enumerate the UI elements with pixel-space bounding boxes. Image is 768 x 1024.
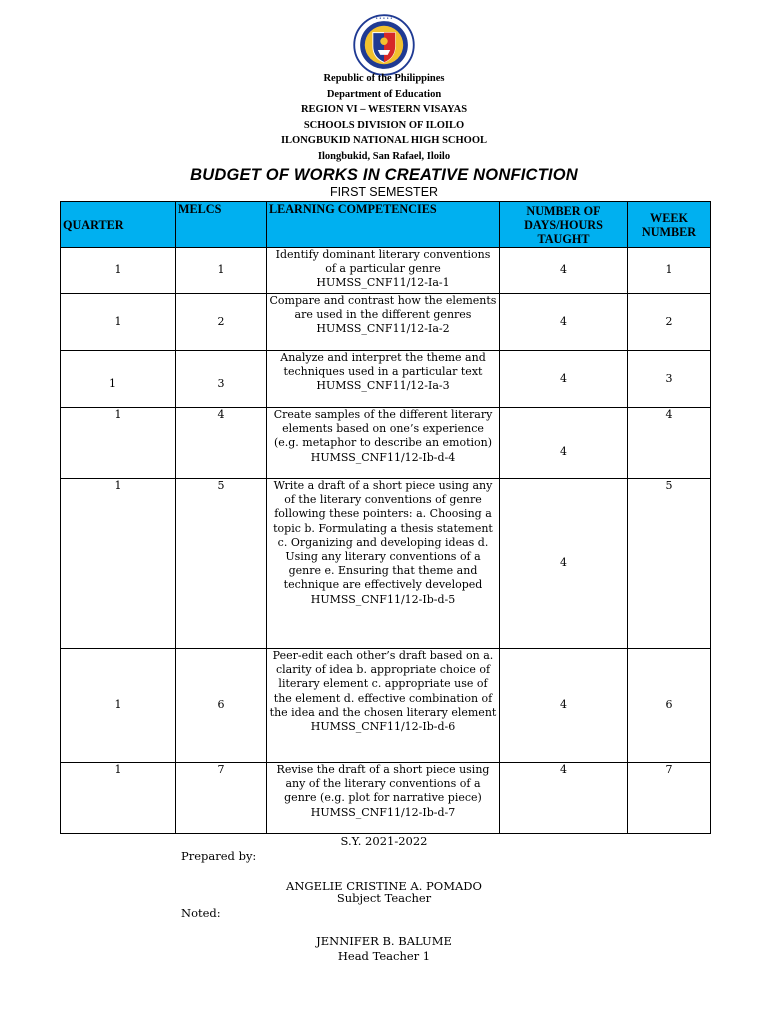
noted-label: Noted: bbox=[181, 906, 221, 920]
cell-melcs: 6 bbox=[176, 649, 267, 763]
cell-week: 7 bbox=[628, 763, 711, 834]
cell-melcs: 7 bbox=[176, 763, 267, 834]
table-row bbox=[61, 479, 711, 649]
cell-week: 5 bbox=[628, 479, 711, 649]
table-row bbox=[61, 763, 711, 834]
table-row bbox=[61, 351, 711, 408]
cell-quarter: 1 bbox=[61, 763, 176, 834]
cell-competency: Compare and contrast how the elements are used in the different genres HUMSS_CNF11/12-Ia-2 bbox=[267, 294, 500, 351]
cell-competency: Write a draft of a short piece using any of the literary conventions of genre following these pointers: a. Choosing a topic b. Formulating a thesis statement c. Organizing and developing ideas d. Using any literary conventions of a genre e. Ensuring that theme and technique are effectively developed HUMSS_CNF11/12-Ib-d-5 bbox=[267, 479, 500, 649]
cell-competency: Identify dominant literary conventions of a particular genre HUMSS_CNF11/12-Ia-1 bbox=[267, 248, 500, 294]
cell-days: 4 bbox=[500, 649, 628, 763]
cell-quarter: 1 bbox=[61, 248, 176, 294]
document-title: BUDGET OF WORKS IN CREATIVE NONFICTION bbox=[190, 166, 578, 184]
cell-competency: Peer-edit each other’s draft based on a. clarity of idea b. appropriate choice of literary element c. appropriate use of the element d. effective combination of the idea and the chosen literary element HUMSS_CNF11/12-Ib-d-6 bbox=[267, 649, 500, 763]
letterhead-department: Department of Education bbox=[326, 88, 442, 100]
svg-text:• • • • •: • • • • • bbox=[375, 16, 393, 21]
cell-week: 2 bbox=[628, 294, 711, 351]
prepared-by-name: ANGELIE CRISTINE A. POMADO bbox=[286, 879, 482, 893]
cell-days: 4 bbox=[500, 408, 628, 479]
cell-melcs: 2 bbox=[176, 294, 267, 351]
table-row bbox=[61, 294, 711, 351]
prepared-by-label: Prepared by: bbox=[181, 849, 257, 863]
budget-table bbox=[60, 201, 711, 834]
cell-quarter: 1 bbox=[61, 294, 176, 351]
letterhead-address: Ilongbukid, San Rafael, Iloilo bbox=[317, 150, 451, 162]
cell-competency: Create samples of the different literary elements based on one’s experience (e.g. metaphor to describe an emotion) HUMSS_CNF11/12-Ib-d-4 bbox=[267, 408, 500, 479]
cell-days: 4 bbox=[500, 351, 628, 408]
cell-melcs: 4 bbox=[176, 408, 267, 479]
header-days: NUMBER OF DAYS/HOURS TAUGHT bbox=[500, 202, 628, 248]
header-week: WEEK NUMBER bbox=[628, 202, 711, 248]
cell-quarter: 1 bbox=[61, 649, 176, 763]
cell-days: 4 bbox=[500, 763, 628, 834]
cell-week: 1 bbox=[628, 248, 711, 294]
header-competencies: LEARNING COMPETENCIES bbox=[267, 202, 500, 248]
prepared-by-title: Subject Teacher bbox=[336, 891, 432, 905]
cell-days: 4 bbox=[500, 294, 628, 351]
cell-competency: Analyze and interpret the theme and techniques used in a particular text HUMSS_CNF11/12-Ia-3 bbox=[267, 351, 500, 408]
table-header-row bbox=[61, 202, 711, 248]
semester-label: FIRST SEMESTER bbox=[329, 185, 439, 199]
cell-melcs: 5 bbox=[176, 479, 267, 649]
table-row bbox=[61, 408, 711, 479]
school-year: S.Y. 2021-2022 bbox=[340, 834, 428, 848]
letterhead-school: ILONGBUKID NATIONAL HIGH SCHOOL bbox=[280, 135, 488, 147]
noted-by-name: JENNIFER B. BALUME bbox=[316, 934, 452, 948]
header-quarter: QUARTER bbox=[61, 202, 176, 248]
letterhead bbox=[0, 71, 768, 165]
table-row bbox=[61, 649, 711, 763]
cell-competency: Revise the draft of a short piece using any of the literary conventions of a genre (e.g. plot for narrative piece) HUMSS_CNF11/12-Ib-d-7 bbox=[267, 763, 500, 834]
cell-melcs: 1 bbox=[176, 248, 267, 294]
letterhead-republic: Republic of the Philippines bbox=[323, 73, 445, 84]
cell-quarter: 1 bbox=[61, 408, 176, 479]
letterhead-region: REGION VI – WESTERN VISAYAS bbox=[300, 104, 468, 116]
cell-week: 6 bbox=[628, 649, 711, 763]
cell-days: 4 bbox=[500, 479, 628, 649]
cell-quarter: 1 bbox=[61, 479, 176, 649]
noted-by-title: Head Teacher 1 bbox=[337, 949, 431, 963]
deped-seal-icon bbox=[353, 14, 415, 76]
cell-week: 3 bbox=[628, 351, 711, 408]
table-row bbox=[61, 248, 711, 294]
letterhead-division: SCHOOLS DIVISION OF ILOILO bbox=[303, 119, 465, 131]
header-melcs: MELCS bbox=[176, 202, 267, 248]
cell-quarter: 1 bbox=[61, 351, 176, 408]
cell-week: 4 bbox=[628, 408, 711, 479]
cell-melcs: 3 bbox=[176, 351, 267, 408]
cell-days: 4 bbox=[500, 248, 628, 294]
